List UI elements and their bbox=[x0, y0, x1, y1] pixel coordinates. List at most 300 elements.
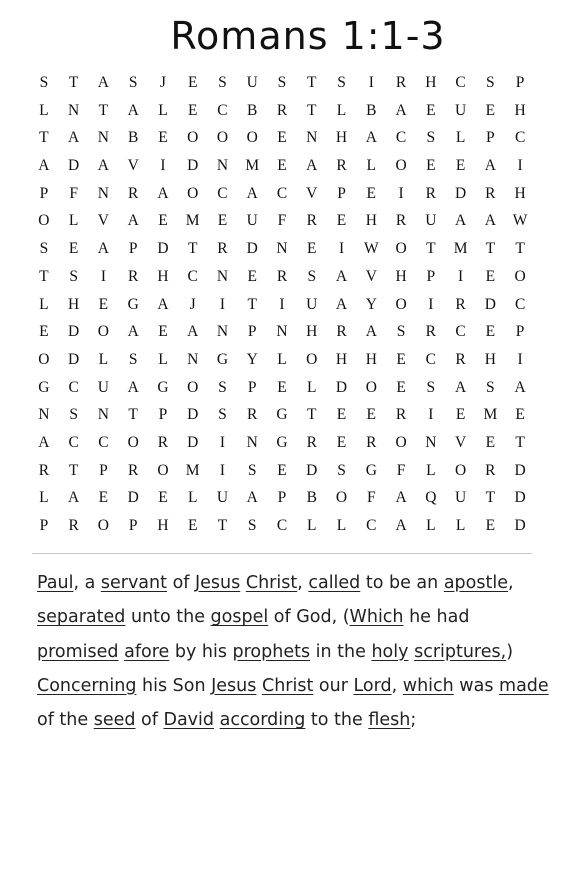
grid-letter: U bbox=[246, 212, 258, 230]
grid-letter: B bbox=[366, 101, 377, 119]
grid-letter: S bbox=[128, 74, 138, 91]
grid-letter: E bbox=[247, 267, 257, 285]
grid-letter: L bbox=[158, 101, 168, 119]
grid-letter: E bbox=[366, 184, 377, 202]
verse-fragment: to be an bbox=[360, 573, 444, 593]
grid-letter: M bbox=[185, 461, 200, 479]
hidden-word: gospel bbox=[210, 607, 269, 628]
grid-letter: P bbox=[486, 129, 495, 147]
grid-letter: N bbox=[187, 350, 199, 368]
grid-letter: L bbox=[158, 350, 168, 368]
grid-letter: G bbox=[127, 295, 139, 313]
grid-letter: L bbox=[39, 101, 49, 119]
hidden-word: Christ bbox=[261, 675, 314, 696]
hidden-word: David bbox=[163, 710, 215, 731]
grid-letter: T bbox=[307, 101, 317, 119]
grid-letter: R bbox=[425, 184, 436, 202]
grid-letter: I bbox=[398, 184, 404, 202]
grid-letter: N bbox=[306, 129, 318, 147]
grid-letter: I bbox=[517, 157, 523, 175]
grid-letter: J bbox=[159, 74, 166, 91]
hidden-word: promised bbox=[37, 641, 119, 662]
grid-letter: D bbox=[68, 323, 80, 341]
grid-letter: A bbox=[484, 212, 496, 230]
grid-letter: N bbox=[216, 267, 229, 285]
hidden-word: Christ bbox=[245, 573, 298, 593]
grid-letter: T bbox=[247, 295, 257, 313]
word-search-grid bbox=[29, 69, 535, 540]
grid-letter: R bbox=[455, 295, 466, 313]
grid-letter: U bbox=[306, 295, 318, 313]
hidden-word: prophets bbox=[232, 641, 311, 662]
grid-letter: A bbox=[38, 433, 50, 451]
grid-letter: I bbox=[428, 406, 434, 424]
verse-fragment: to the bbox=[305, 710, 369, 731]
grid-letter: R bbox=[306, 212, 317, 230]
grid-letter: E bbox=[336, 433, 347, 451]
grid-letter: P bbox=[337, 184, 346, 202]
grid-letter: A bbox=[365, 323, 377, 341]
grid-letter: C bbox=[366, 517, 377, 534]
grid-letter: T bbox=[68, 461, 79, 479]
grid-letter: E bbox=[277, 157, 287, 175]
grid-letter: C bbox=[455, 323, 466, 341]
page-title: Romans 1:1-3 bbox=[170, 14, 446, 58]
grid-letter: O bbox=[187, 378, 199, 396]
grid-letter: T bbox=[128, 406, 138, 424]
grid-letter: N bbox=[97, 184, 109, 202]
verse-fragment: , a bbox=[73, 573, 101, 593]
grid-letter: V bbox=[365, 267, 377, 285]
grid-letter: E bbox=[455, 406, 466, 424]
grid-letter: E bbox=[187, 101, 198, 119]
grid-letter: O bbox=[187, 184, 199, 202]
grid-letter: D bbox=[514, 517, 526, 534]
hidden-word: according bbox=[219, 710, 306, 731]
verse-fragment: of God, ( bbox=[268, 607, 350, 628]
grid-letter: L bbox=[277, 350, 287, 368]
grid-letter: S bbox=[486, 74, 495, 91]
grid-letter: A bbox=[454, 212, 467, 230]
grid-letter: A bbox=[454, 378, 467, 396]
grid-letter: T bbox=[515, 433, 525, 451]
grid-letter: P bbox=[277, 489, 287, 507]
grid-letter: R bbox=[395, 212, 407, 230]
grid-letter: L bbox=[68, 212, 79, 230]
grid-letter: R bbox=[485, 461, 496, 479]
grid-letter: R bbox=[38, 461, 50, 479]
hidden-word: holy bbox=[371, 641, 409, 662]
grid-letter: A bbox=[335, 267, 348, 285]
grid-letter: P bbox=[39, 517, 49, 534]
grid-letter: U bbox=[216, 489, 229, 507]
grid-letter: N bbox=[97, 129, 109, 147]
grid-letter: H bbox=[335, 129, 348, 147]
grid-letter: S bbox=[277, 74, 287, 91]
grid-letter: S bbox=[426, 378, 436, 396]
grid-letter: R bbox=[276, 267, 288, 285]
grid-letter: E bbox=[68, 240, 79, 258]
grid-letter: E bbox=[158, 489, 168, 507]
grid-letter: F bbox=[69, 184, 78, 202]
grid-letter: R bbox=[157, 433, 169, 451]
grid-letter: E bbox=[158, 323, 168, 341]
grid-letter: A bbox=[68, 129, 80, 147]
grid-letter: T bbox=[39, 129, 49, 147]
grid-letter: F bbox=[366, 489, 376, 507]
divider bbox=[32, 553, 532, 554]
grid-letter: V bbox=[454, 433, 467, 451]
grid-letter: E bbox=[485, 517, 496, 534]
grid-letter: C bbox=[514, 129, 526, 147]
grid-letter: P bbox=[515, 323, 525, 341]
grid-letter: S bbox=[218, 378, 227, 396]
grid-letter: A bbox=[157, 295, 169, 313]
verse-line bbox=[37, 566, 537, 600]
grid-letter: O bbox=[454, 461, 467, 479]
grid-letter: M bbox=[245, 157, 260, 175]
grid-letter: D bbox=[68, 157, 80, 175]
grid-letter: R bbox=[455, 350, 466, 368]
verse-line bbox=[37, 600, 537, 634]
grid-letter: E bbox=[187, 517, 198, 534]
grid-letter: I bbox=[458, 267, 464, 285]
grid-letter: A bbox=[246, 184, 258, 202]
grid-letter: O bbox=[395, 240, 407, 258]
grid-letter: O bbox=[365, 378, 377, 396]
grid-letter: I bbox=[219, 461, 226, 479]
grid-letter: A bbox=[127, 101, 139, 119]
grid-letter: O bbox=[395, 157, 407, 175]
grid-letter: M bbox=[483, 406, 498, 424]
grid-letter: E bbox=[485, 433, 496, 451]
grid-letter: R bbox=[217, 240, 228, 258]
grid-letter: N bbox=[276, 240, 288, 258]
grid-letter: T bbox=[98, 101, 109, 119]
grid-letter: A bbox=[395, 517, 407, 534]
grid-letter: N bbox=[38, 406, 50, 424]
grid-letter: R bbox=[127, 461, 139, 479]
grid-letter: T bbox=[426, 240, 436, 258]
verse-fragment: his Son bbox=[136, 675, 212, 696]
grid-letter: I bbox=[279, 295, 285, 313]
grid-letter: R bbox=[395, 74, 407, 91]
grid-letter: S bbox=[39, 74, 49, 91]
grid-letter: S bbox=[69, 406, 78, 424]
grid-letter: E bbox=[277, 129, 287, 147]
grid-letter: P bbox=[128, 240, 138, 258]
grid-letter: C bbox=[98, 433, 109, 451]
grid-letter: O bbox=[187, 129, 199, 147]
grid-letter: H bbox=[157, 267, 169, 285]
grid-letter: H bbox=[335, 350, 348, 368]
grid-letter: E bbox=[217, 212, 228, 230]
grid-letter: A bbox=[157, 184, 169, 202]
verse-fragment: , bbox=[297, 573, 309, 593]
verse-fragment: our bbox=[313, 675, 354, 696]
grid-letter: T bbox=[68, 74, 79, 91]
hidden-word: Paul bbox=[37, 573, 74, 593]
grid-letter: W bbox=[512, 212, 528, 230]
grid-letter: V bbox=[306, 184, 318, 202]
grid-letter: E bbox=[366, 406, 377, 424]
grid-letter: O bbox=[38, 350, 50, 368]
verse-line bbox=[37, 635, 537, 669]
grid-letter: A bbox=[187, 323, 199, 341]
grid-letter: P bbox=[426, 267, 436, 285]
grid-letter: H bbox=[514, 101, 526, 119]
grid-letter: E bbox=[39, 323, 49, 341]
hidden-word: which bbox=[402, 675, 454, 696]
grid-letter: C bbox=[395, 129, 407, 147]
grid-letter: D bbox=[484, 295, 496, 313]
grid-letter: O bbox=[97, 323, 109, 341]
grid-letter: O bbox=[306, 350, 318, 368]
grid-letter: J bbox=[189, 295, 196, 313]
grid-letter: S bbox=[128, 350, 138, 368]
verse-fragment: in the bbox=[310, 641, 372, 662]
grid-letter: D bbox=[68, 350, 80, 368]
grid-letter: T bbox=[485, 489, 496, 507]
grid-letter: H bbox=[365, 212, 377, 230]
grid-letter: N bbox=[68, 101, 80, 119]
grid-letter: I bbox=[100, 267, 106, 285]
grid-letter: T bbox=[39, 267, 49, 285]
grid-letter: S bbox=[426, 129, 436, 147]
grid-letter: T bbox=[515, 240, 525, 258]
grid-letter: E bbox=[187, 74, 198, 91]
grid-letter: N bbox=[276, 323, 288, 341]
grid-letter: G bbox=[276, 433, 288, 451]
grid-letter: B bbox=[247, 101, 258, 119]
grid-letter: V bbox=[127, 157, 139, 175]
verse-fragment: ) bbox=[506, 641, 514, 662]
verse-fragment: by his bbox=[169, 641, 233, 662]
grid-letter: B bbox=[127, 129, 139, 147]
hidden-word: servant bbox=[100, 573, 167, 593]
grid-letter: U bbox=[246, 74, 258, 91]
grid-letter: D bbox=[187, 406, 199, 424]
grid-letter: A bbox=[127, 378, 139, 396]
grid-letter: L bbox=[455, 517, 466, 534]
grid-letter: R bbox=[306, 433, 317, 451]
grid-letter: E bbox=[396, 378, 406, 396]
grid-letter: R bbox=[395, 406, 407, 424]
grid-letter: H bbox=[365, 350, 377, 368]
grid-letter: S bbox=[69, 267, 78, 285]
grid-letter: I bbox=[428, 295, 434, 313]
hidden-word: called bbox=[308, 573, 361, 593]
grid-letter: V bbox=[97, 212, 109, 230]
grid-letter: L bbox=[336, 517, 347, 534]
grid-letter: D bbox=[246, 240, 258, 258]
grid-letter: E bbox=[426, 101, 436, 119]
grid-letter: E bbox=[158, 212, 168, 230]
grid-letter: N bbox=[246, 433, 258, 451]
grid-letter: E bbox=[485, 101, 496, 119]
grid-letter: I bbox=[160, 157, 166, 175]
grid-letter: A bbox=[68, 489, 80, 507]
grid-letter: L bbox=[187, 489, 198, 507]
hidden-word: Lord bbox=[353, 675, 392, 696]
grid-letter: S bbox=[307, 267, 317, 285]
grid-letter: E bbox=[98, 489, 109, 507]
grid-letter: P bbox=[247, 323, 257, 341]
grid-letter: O bbox=[216, 129, 229, 147]
grid-letter: W bbox=[363, 240, 379, 258]
grid-letter: E bbox=[336, 406, 347, 424]
grid-letter: I bbox=[368, 74, 374, 91]
hidden-word: separated bbox=[37, 607, 126, 628]
grid-letter: E bbox=[98, 295, 109, 313]
grid-letter: C bbox=[455, 74, 466, 91]
grid-letter: A bbox=[395, 101, 407, 119]
grid-letter: A bbox=[127, 212, 139, 230]
verse-text bbox=[37, 566, 549, 737]
grid-letter: D bbox=[157, 240, 169, 258]
grid-letter: O bbox=[38, 212, 50, 230]
grid-letter: P bbox=[99, 461, 108, 479]
grid-letter: D bbox=[454, 184, 467, 202]
grid-letter: U bbox=[454, 489, 467, 507]
grid-letter: D bbox=[514, 461, 526, 479]
grid-letter: M bbox=[185, 212, 200, 230]
grid-letter: E bbox=[158, 129, 168, 147]
grid-letter: A bbox=[484, 157, 496, 175]
grid-letter: N bbox=[97, 406, 109, 424]
grid-letter: R bbox=[247, 406, 258, 424]
grid-letter: O bbox=[335, 489, 348, 507]
grid-letter: H bbox=[157, 517, 169, 534]
grid-letter: M bbox=[453, 240, 468, 258]
grid-letter: S bbox=[396, 323, 406, 341]
grid-letter: D bbox=[306, 461, 318, 479]
grid-letter: L bbox=[426, 517, 436, 534]
grid-letter: S bbox=[39, 240, 49, 258]
grid-letter: P bbox=[39, 184, 49, 202]
verse-fragment: of the bbox=[37, 710, 94, 731]
hidden-word: scriptures, bbox=[414, 641, 507, 662]
grid-letter: T bbox=[307, 406, 317, 424]
grid-letter: C bbox=[68, 378, 79, 396]
grid-letter: L bbox=[455, 129, 466, 147]
grid-letter: C bbox=[217, 184, 228, 202]
grid-letter: F bbox=[277, 212, 287, 230]
grid-letter: S bbox=[247, 517, 257, 534]
grid-letter: P bbox=[515, 74, 525, 91]
hidden-word: apostle bbox=[443, 573, 508, 593]
grid-letter: U bbox=[454, 101, 467, 119]
grid-letter: A bbox=[246, 489, 258, 507]
grid-letter: D bbox=[127, 489, 139, 507]
verse-fragment: was bbox=[453, 675, 500, 696]
grid-letter: G bbox=[365, 461, 377, 479]
grid-letter: O bbox=[395, 433, 407, 451]
grid-letter: A bbox=[127, 323, 139, 341]
grid-letter: E bbox=[485, 267, 496, 285]
grid-letter: P bbox=[158, 406, 168, 424]
grid-letter: I bbox=[338, 240, 345, 258]
grid-letter: I bbox=[517, 350, 523, 368]
grid-letter: Y bbox=[246, 350, 258, 368]
grid-letter: G bbox=[216, 350, 229, 368]
grid-letter: A bbox=[97, 240, 109, 258]
grid-letter: R bbox=[127, 267, 139, 285]
grid-letter: R bbox=[276, 101, 288, 119]
grid-letter: B bbox=[306, 489, 317, 507]
verse-fragment: he had bbox=[403, 607, 470, 628]
grid-letter: L bbox=[336, 101, 347, 119]
grid-letter: L bbox=[426, 461, 436, 479]
grid-letter: A bbox=[38, 157, 50, 175]
hidden-word: seed bbox=[93, 710, 136, 731]
grid-letter: G bbox=[38, 378, 50, 396]
grid-letter: H bbox=[395, 267, 407, 285]
grid-letter: E bbox=[426, 157, 436, 175]
grid-letter: A bbox=[335, 295, 348, 313]
grid-letter: A bbox=[395, 489, 407, 507]
hidden-word: made bbox=[499, 675, 549, 696]
grid-letter: O bbox=[395, 295, 407, 313]
grid-letter: O bbox=[514, 267, 526, 285]
grid-letter: C bbox=[425, 350, 436, 368]
grid-letter: R bbox=[68, 517, 79, 534]
grid-letter: L bbox=[307, 517, 317, 534]
hidden-word: flesh bbox=[368, 710, 411, 731]
verse-fragment: , bbox=[507, 573, 514, 593]
grid-letter: N bbox=[216, 157, 229, 175]
grid-letter: C bbox=[187, 267, 198, 285]
verse-line bbox=[37, 703, 537, 737]
verse-fragment: of bbox=[135, 710, 164, 731]
grid-letter: H bbox=[425, 74, 437, 91]
grid-letter: E bbox=[307, 240, 317, 258]
grid-letter: O bbox=[157, 461, 169, 479]
grid-letter: H bbox=[68, 295, 80, 313]
grid-letter: E bbox=[455, 157, 466, 175]
grid-letter: L bbox=[307, 378, 317, 396]
grid-letter: N bbox=[216, 323, 229, 341]
grid-letter: D bbox=[187, 157, 199, 175]
grid-letter: A bbox=[97, 74, 109, 91]
grid-letter: I bbox=[219, 433, 226, 451]
grid-letter: G bbox=[157, 378, 169, 396]
grid-letter: O bbox=[97, 517, 109, 534]
grid-letter: I bbox=[219, 295, 226, 313]
grid-letter: Y bbox=[365, 295, 377, 313]
grid-letter: R bbox=[336, 157, 347, 175]
grid-letter: P bbox=[128, 517, 138, 534]
grid-letter: O bbox=[127, 433, 139, 451]
grid-letter: G bbox=[276, 406, 288, 424]
grid-letter: C bbox=[276, 517, 288, 534]
grid-letter: T bbox=[187, 240, 198, 258]
grid-letter: E bbox=[485, 323, 496, 341]
hidden-word: afore bbox=[124, 641, 170, 662]
grid-letter: T bbox=[485, 240, 496, 258]
grid-letter: D bbox=[187, 433, 199, 451]
grid-letter: E bbox=[277, 461, 287, 479]
grid-letter: C bbox=[276, 184, 288, 202]
verse-fragment: ; bbox=[410, 710, 417, 731]
grid-letter: E bbox=[515, 406, 525, 424]
grid-letter: P bbox=[247, 378, 257, 396]
grid-letter: Q bbox=[425, 489, 437, 507]
hidden-word: Concerning bbox=[37, 675, 137, 696]
grid-letter: E bbox=[336, 212, 347, 230]
grid-letter: L bbox=[366, 157, 377, 175]
grid-letter: L bbox=[39, 295, 49, 313]
